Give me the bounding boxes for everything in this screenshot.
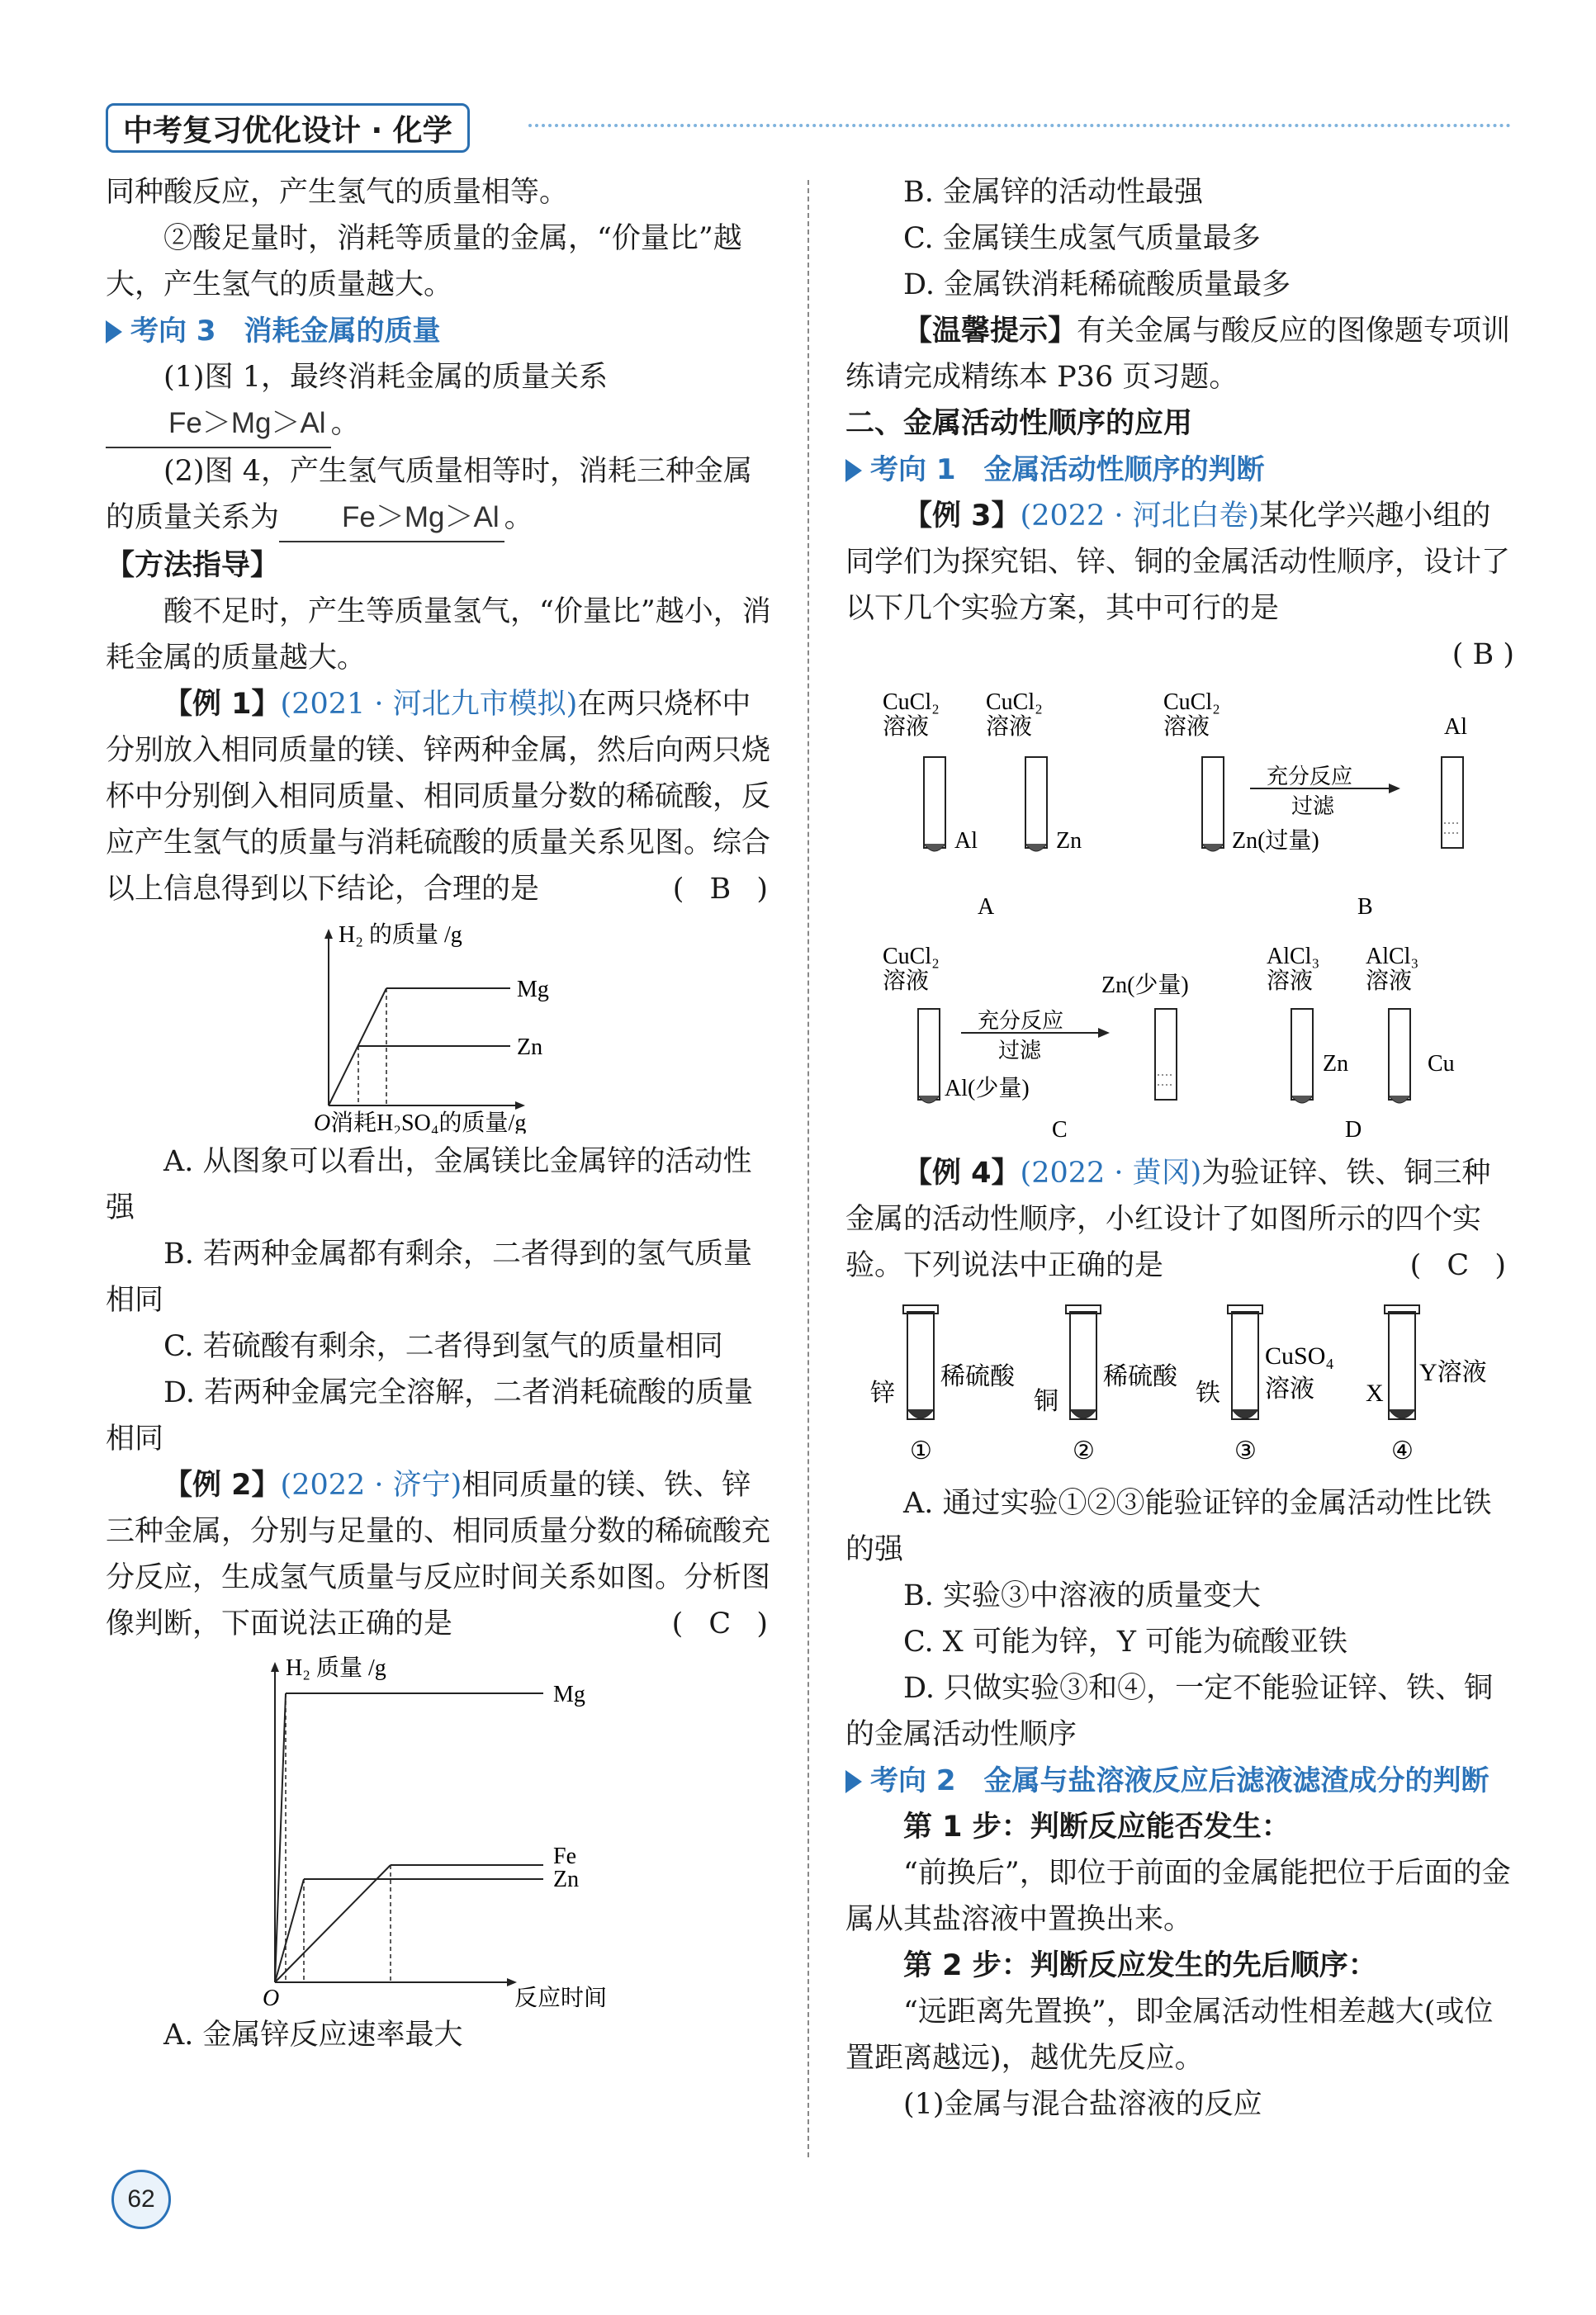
filter-label: 过滤	[1291, 794, 1335, 818]
x-axis-label: 反应时间	[514, 1986, 608, 2007]
acid-label: 稀硫酸	[1103, 1363, 1177, 1390]
metal-piece	[1389, 1096, 1410, 1103]
zn-label: Zn	[517, 1034, 543, 1060]
graph-1	[106, 917, 776, 1134]
option-d: D. 金属铁消耗稀硫酸质量最多	[903, 268, 1291, 301]
origin-label: O	[263, 1986, 280, 2007]
test-tube	[1291, 1009, 1313, 1100]
paragraph: 同种酸反应，产生氢气的质量相等。	[106, 176, 569, 209]
right-column	[845, 169, 1514, 2128]
mg-label: Mg	[553, 1682, 585, 1707]
y-axis-label: H₂ 质量 /g	[286, 1655, 386, 1681]
al-label: Al	[954, 828, 978, 854]
solution-label: 溶液	[1366, 968, 1413, 994]
test-tube	[1155, 1009, 1177, 1100]
answer-blank: Fe＞Mg＞Al	[106, 400, 331, 448]
test-tube	[1025, 757, 1047, 848]
left-column	[106, 169, 776, 2058]
option-a: A. 金属锌反应速率最大	[163, 2019, 463, 2052]
cucl2-label: CuCl₂	[883, 944, 940, 969]
metal-piece	[918, 1096, 940, 1103]
answer-paren: ( C )	[671, 1607, 776, 1640]
cu-label: Cu	[1428, 1051, 1455, 1077]
option-a: A. 从图象可以看出，金属镁比金属锌的活动性强	[106, 1145, 752, 1224]
answer-paren: ( B )	[672, 873, 776, 906]
subheading-1: (1)金属与混合盐溶液的反应	[903, 2088, 1262, 2121]
example-3: 【例 3】(2022 · 河北白卷)某化学兴趣小组的同学们为探究铝、锌、铜的金属活动性顺序，设计了以下几个实验方案，其中可行的是	[845, 499, 1511, 625]
header-divider	[528, 124, 1511, 127]
experiment-figure-3	[845, 683, 1514, 1145]
experiment-figure-4	[845, 1294, 1514, 1475]
y-solution-label: Y溶液	[1419, 1359, 1487, 1386]
cucl2-label: CuCl₂	[883, 689, 940, 715]
fe-label: Fe	[553, 1844, 576, 1869]
fe-label: 铁	[1196, 1380, 1220, 1407]
figure-a-label: A	[978, 894, 995, 920]
kaoxiang-1-heading: 考向 1 金属活动性顺序的判断	[845, 447, 1514, 493]
option-b: B. 实验③中溶液的质量变大	[903, 1579, 1261, 1612]
kaoxiang-2-heading: 考向 2 金属与盐溶液反应后滤液滤渣成分的判断	[845, 1758, 1514, 1804]
section-2-heading: 二、金属活动性顺序的应用	[845, 407, 1193, 440]
solution-label: 溶液	[1267, 968, 1314, 994]
alcl3-label: AlCl₃	[1267, 944, 1320, 969]
option-d: D. 只做实验③和④，一定不能验证锌、铁、铜的金属活动性顺序	[845, 1672, 1494, 1751]
solution-label: 溶液	[986, 714, 1033, 740]
figure-d-label: D	[1345, 1117, 1362, 1143]
metal-piece	[1291, 1096, 1313, 1103]
al-small-label: Al(少量)	[945, 1076, 1030, 1101]
experiment-4-label: ④	[1391, 1437, 1414, 1465]
option-c: C. 若硫酸有剩余，二者得到氢气的质量相同	[163, 1330, 723, 1363]
test-tube	[1389, 1009, 1410, 1100]
experiment-2-label: ②	[1073, 1437, 1095, 1465]
step-1-text: “前换后”，即位于前面的金属能把位于后面的金属从其盐溶液中置换出来。	[845, 1857, 1511, 1936]
example-4: 【例 4】(2022 · 黄冈)为验证锌、铁、铜三种金属的活动性顺序，小红设计了如图所示的四个实验。下列说法中正确的是 ( C )	[845, 1150, 1514, 1289]
figure-c-label: C	[1052, 1117, 1068, 1143]
experiment-1-label: ①	[910, 1437, 932, 1465]
mg-label: Mg	[517, 977, 549, 1002]
cuso4-label: CuSO₄	[1265, 1342, 1334, 1370]
option-c: C. X 可能为锌，Y 可能为硫酸亚铁	[903, 1626, 1348, 1659]
example-2: 【例 2】(2022 · 济宁)相同质量的镁、铁、锌三种金属，分别与足量的、相同质量分数的稀硫酸充分反应，生成氢气质量与反应时间关系如图。分析图像判断，下面说法正确的是 ( C )	[106, 1462, 776, 1647]
example-1: 【例 1】(2021 · 河北九市模拟)在两只烧杯中分别放入相同质量的镁、锌两种金属，然后向两只烧杯中分别倒入相同质量、相同质量分数的稀硫酸，反应产生氢气的质量与消耗硫酸的质量关系见图。综合以上信息得到以下结论，合理的是 ( B )	[106, 681, 776, 912]
kaoxiang-3-heading: 考向 3 消耗金属的质量	[106, 308, 776, 354]
triangle-icon	[845, 1770, 862, 1793]
graph-2	[106, 1652, 776, 2007]
test-tube	[924, 757, 945, 848]
solution-label: 溶液	[1163, 714, 1210, 740]
zn-excess-label: Zn(过量)	[1232, 828, 1319, 854]
triangle-icon	[106, 320, 122, 343]
react-label: 充分反应	[978, 1009, 1064, 1033]
step-1-title: 第 1 步：判断反应能否发生：	[903, 1811, 1291, 1844]
zn-small-label: Zn(少量)	[1101, 973, 1189, 998]
zn-label: 锌	[870, 1380, 895, 1407]
method-text: 酸不足时，产生等质量氢气，“价量比”越小，消耗金属的质量越大。	[106, 595, 771, 675]
metal-piece	[1202, 844, 1224, 851]
step-2-title: 第 2 步：判断反应发生的先后顺序：	[903, 1949, 1377, 1982]
experiment-3-label: ③	[1234, 1437, 1257, 1465]
option-b: B. 金属锌的活动性最强	[903, 176, 1203, 209]
x-axis-label: 消耗H₂SO₄的质量/g	[330, 1110, 527, 1134]
option-d: D. 若两种金属完全溶解，二者消耗硫酸的质量相同	[106, 1376, 754, 1456]
answer-paren: ( C )	[1409, 1249, 1514, 1282]
cucl2-label: CuCl₂	[1163, 689, 1220, 715]
tip: 【温馨提示】有关金属与酸反应的图像题专项训练请完成精练本 P36 页习题。	[845, 315, 1511, 394]
alcl3-label: AlCl₃	[1366, 944, 1419, 969]
solution-label: 溶液	[883, 968, 930, 994]
filter-label: 过滤	[998, 1039, 1042, 1063]
page-number: 62	[111, 2170, 171, 2229]
react-label: 充分反应	[1267, 765, 1353, 788]
solution-label: 溶液	[883, 714, 930, 740]
metal-piece	[1025, 844, 1047, 851]
al-label: Al	[1444, 714, 1467, 740]
triangle-icon	[845, 459, 862, 482]
metal-piece	[924, 844, 945, 851]
question-2: (2)图 4，产生氢气质量相等时，消耗三种金属的质量关系为 Fe＞Mg＞Al 。	[106, 448, 776, 542]
cucl2-label: CuCl₂	[986, 689, 1043, 715]
step-2-text: “远距离先置换”，即金属活动性相差越大(或位置距离越远)，越优先反应。	[845, 1995, 1494, 2075]
test-tube	[1442, 757, 1463, 848]
answer-paren: ( B )	[1452, 638, 1514, 671]
zn-label: Zn	[1056, 828, 1082, 854]
header-title: 中考复习优化设计 · 化学	[106, 103, 470, 153]
zn-label: Zn	[1323, 1051, 1349, 1077]
figure-b-label: B	[1357, 894, 1373, 920]
test-tube	[918, 1009, 940, 1100]
question-1: (1)图 1，最终消耗金属的质量关系Fe＞Mg＞Al 。	[106, 354, 776, 448]
x-label: X	[1366, 1380, 1384, 1407]
acid-label: 稀硫酸	[940, 1363, 1015, 1390]
option-a: A. 通过实验①②③能验证锌的金属活动性比铁的强	[845, 1487, 1492, 1566]
paragraph: ②酸足量时，消耗等质量的金属，“价量比”越大，产生氢气的质量越大。	[106, 222, 742, 301]
answer-blank: Fe＞Mg＞Al	[279, 495, 504, 542]
method-title: 【方法指导】	[106, 549, 280, 582]
test-tube	[1202, 757, 1224, 848]
cu-label: 铜	[1034, 1388, 1058, 1415]
option-b: B. 若两种金属都有剩余，二者得到的氢气质量相同	[106, 1238, 752, 1317]
y-axis-label: H₂ 的质量 /g	[339, 922, 462, 948]
solution-label: 溶液	[1265, 1375, 1314, 1403]
zn-label: Zn	[553, 1867, 580, 1892]
option-c: C. 金属镁生成氢气质量最多	[903, 222, 1261, 255]
origin-label: O	[314, 1110, 331, 1134]
column-divider	[807, 180, 809, 2157]
